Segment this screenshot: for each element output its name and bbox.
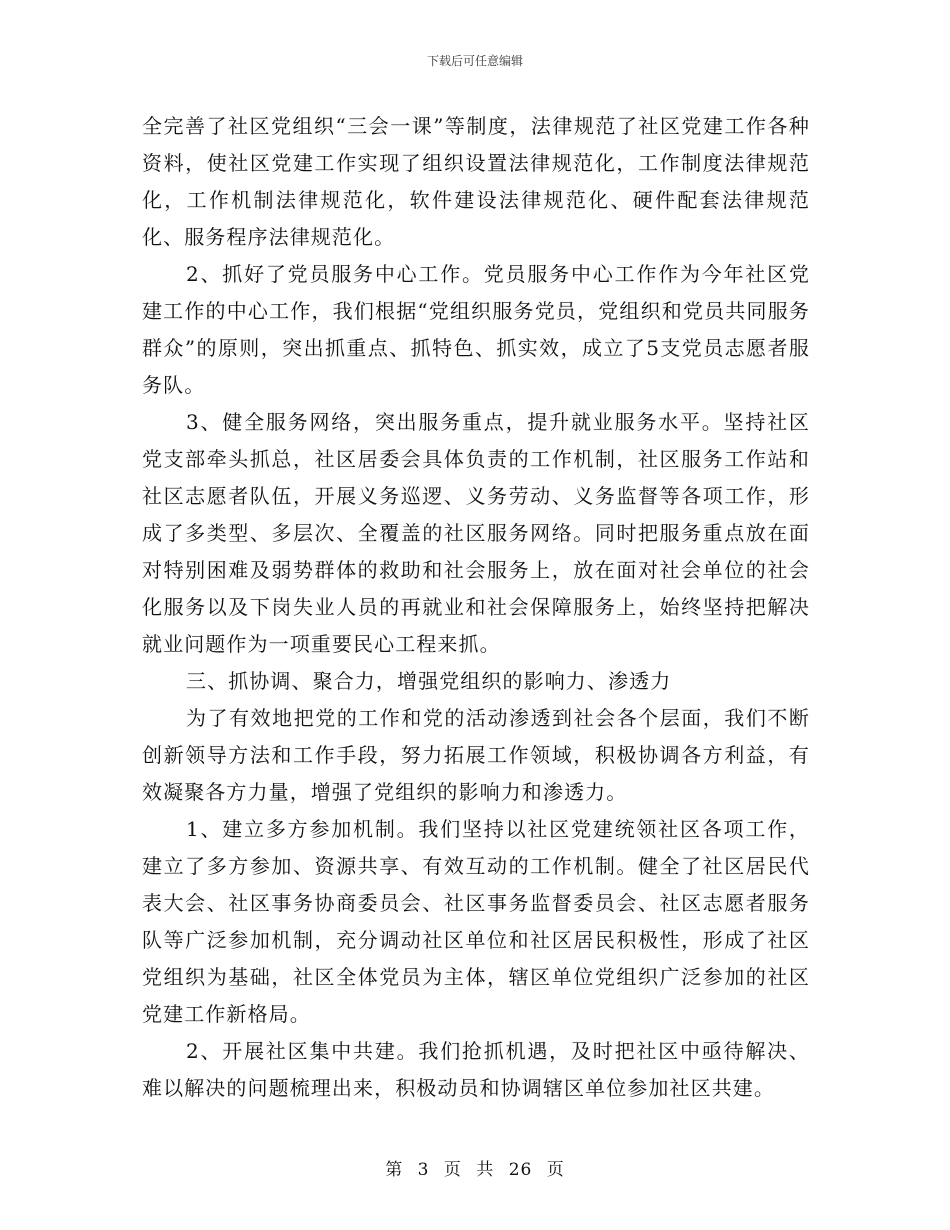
section-heading: 三、抓协调、聚合力，增强党组织的影响力、渗透力	[186, 669, 672, 693]
paragraph: 全完善了社区党组织“三会一课”等制度，法律规范了社区党建工作各种资料，使社区党建工作实现了组织设置法律规范化，工作制度法律规范化，工作机制法律规范化，软件建设法律规范化、硬件配套法律规范化、服务程序法律规范化。	[142, 114, 810, 249]
paragraph: 1、建立多方参加机制。我们坚持以社区党建统领社区各项工作，建立了多方参加、资源共享、有效互动的工作机制。健全了社区居民代表大会、社区事务协商委员会、社区事务监督委员会、社区志愿者服务队等广泛参加机制，充分调动社区单位和社区居民积极性，形成了社区党组织为基础，社区全体党员为主体，辖区单位党组织广泛参加的社区党建工作新格局。	[142, 817, 810, 1026]
footer-page-number: 3	[417, 1160, 430, 1180]
footer-total-pages: 26	[508, 1160, 533, 1180]
paragraph: 3、健全服务网络，突出服务重点，提升就业服务水平。坚持社区党支部牵头抓总，社区居委会具体负责的工作机制，社区服务工作站和社区志愿者队伍，开展义务巡逻、义务劳动、义务监督等各项工作，形成了多类型、多层次、全覆盖的社区服务网络。同时把服务重点放在面对特别困难及弱势群体的救助和社会服务上，放在面对社会单位的社会化服务以及下岗失业人员的再就业和社会保障服务上，始终坚持把解决就业问题作为一项重要民心工程来抓。	[142, 410, 810, 656]
footer-page-label: 页	[443, 1160, 462, 1180]
footer-total-label: 共	[476, 1160, 495, 1180]
paragraph: 2、开展社区集中共建。我们抢抓机遇，及时把社区中亟待解决、难以解决的问题梳理出来，积极动员和协调辖区单位参加社区共建。	[142, 1039, 810, 1100]
paragraph: 2、抓好了党员服务中心工作。党员服务中心工作作为今年社区党建工作的中心工作，我们根据“党组织服务党员，党组织和党员共同服务群众”的原则，突出抓重点、抓特色、抓实效，成立了5支党员志愿者服务队。	[142, 262, 810, 397]
page-footer	[0, 1155, 950, 1180]
paragraph: 为了有效地把党的工作和党的活动渗透到社会各个层面，我们不断创新领导方法和工作手段，努力拓展工作领域，积极协调各方利益，有效凝聚各方力量，增强了党组织的影响力和渗透力。	[142, 706, 810, 804]
document-body	[142, 108, 810, 1107]
footer-suffix: 页	[546, 1160, 565, 1180]
page-header: 下载后可任意编辑	[426, 54, 523, 68]
footer-prefix: 第	[385, 1160, 404, 1180]
